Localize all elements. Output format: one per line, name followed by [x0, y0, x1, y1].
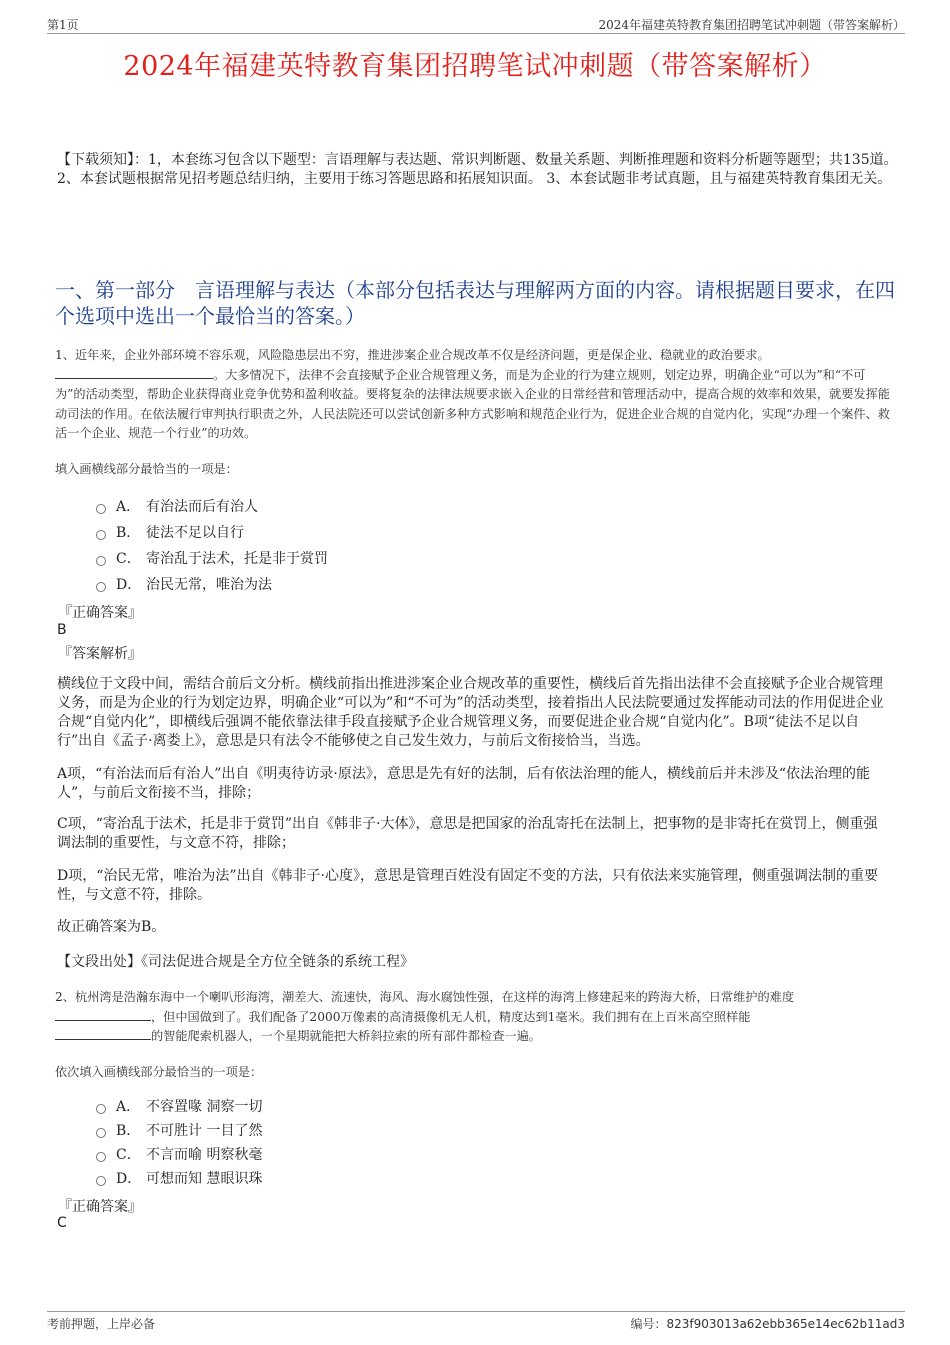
radio-icon[interactable]: [96, 1104, 106, 1114]
footer-slogan: 考前押题，上岸必备: [47, 1317, 156, 1331]
question-2-text-c: 的智能爬索机器人，一个星期就能把大桥斜拉索的所有部件都检查一遍。: [151, 1029, 541, 1043]
question-1-option-d[interactable]: D． 治民无常，唯治为法: [96, 571, 328, 597]
page-header: [47, 14, 905, 34]
question-2-blank-1: [55, 1009, 151, 1021]
question-1-source: 【文段出处】《司法促进合规是全方位全链条的系统工程》: [57, 954, 414, 970]
question-2-blank-2: [55, 1028, 151, 1040]
question-2-prompt: 依次填入画横线部分最恰当的一项是：: [55, 1065, 263, 1079]
question-2-stem: [55, 988, 895, 1047]
question-2-option-b[interactable]: B． 不可胜计 一目了然: [96, 1118, 262, 1142]
radio-icon[interactable]: [96, 582, 106, 592]
question-2-option-d[interactable]: D． 可想而知 慧眼识珠: [96, 1166, 262, 1190]
document-title: 2024年福建英特教育集团招聘笔试冲刺题（带答案解析）: [123, 51, 827, 82]
page-footer: [47, 1311, 905, 1331]
question-1-analysis-conclusion: 故正确答案为B。: [57, 919, 166, 935]
footer-code: 编号：823f903013a62ebb365e14ec62b11ad3: [630, 1317, 905, 1331]
question-1-blank: [55, 367, 213, 379]
question-1-options: [96, 493, 328, 597]
question-2-option-a[interactable]: A． 不容置喙 洞察一切: [96, 1094, 262, 1118]
radio-icon[interactable]: [96, 1176, 106, 1186]
question-1-option-c[interactable]: C． 寄治乱于法术，托是非于赏罚: [96, 545, 328, 571]
question-2-text-b: ，但中国做到了。我们配备了2000万像素的高清摄像机无人机，精度达到1毫米。我们拥有在上百米高空照样能: [151, 1009, 751, 1024]
question-1-answer-label: 『正确答案』: [58, 605, 142, 621]
radio-icon[interactable]: [96, 1128, 106, 1138]
radio-icon[interactable]: [96, 556, 106, 566]
radio-icon[interactable]: [96, 1152, 106, 1162]
question-1-analysis-label: 『答案解析』: [58, 646, 142, 662]
radio-icon[interactable]: [96, 504, 106, 514]
question-1-text-before: 1、近年来，企业外部环境不容乐观，风险隐患层出不穷，推进涉案企业合规改革不仅是经济问题，更是保企业、稳就业的政治要求。: [55, 348, 770, 362]
question-1-analysis-p3: C项，“寄治乱于法术，托是非于赏罚”出自《韩非子·大体》，意思是把国家的治乱寄托在法制上，把事物的是非寄托在赏罚上，侧重强调法制的重要性，与文意不符，排除；: [57, 816, 878, 851]
header-doc-title: 2024年福建英特教育集团招聘笔试冲刺题（带答案解析）: [598, 18, 905, 32]
question-1-option-a[interactable]: A． 有治法而后有治人: [96, 493, 328, 519]
question-1-analysis-p2: A项，“有治法而后有治人”出自《明夷待访录·原法》，意思是先有好的法制，后有依法治理的能人，横线前后并未涉及“依法治理的能人”，与前后文衔接不当，排除；: [57, 766, 871, 801]
question-1-answer: B: [57, 622, 67, 638]
question-2-answer-label: 『正确答案』: [58, 1199, 142, 1215]
radio-icon[interactable]: [96, 530, 106, 540]
question-2-answer: C: [57, 1215, 67, 1231]
question-1-prompt: 填入画横线部分最恰当的一项是：: [55, 462, 238, 476]
question-2-text-a: 2、杭州湾是浩瀚东海中一个喇叭形海湾，潮差大、流速快，海风、海水腐蚀性强，在这样的海湾上修建起来的跨海大桥，日常维护的难度: [55, 990, 795, 1004]
question-2-options: [96, 1094, 262, 1190]
section-heading: 一、第一部分 言语理解与表达（本部分包括表达与理解两方面的内容。请根据题目要求，在四个选项中选出一个最恰当的答案。）: [55, 278, 895, 328]
page-number: 第1页: [47, 18, 79, 32]
download-notice: 【下载须知】：1，本套练习包含以下题型：言语理解与表达题、常识判断题、数量关系题、判断推理题和资料分析题等题型；共135道。 2、本套试题根据常见招考题总结归纳，主要用于练习答题思路和拓展知识面。 3、本套试题非考试真题，且与福建英特教育集团无关。: [57, 152, 898, 187]
question-1-analysis-p1: 横线位于文段中间，需结合前后文分析。横线前指出推进涉案企业合规改革的重要性，横线后首先指出法律不会直接赋予企业合规管理义务，而是为企业的行为划定边界，明确企业“可以为”和“不可为”的活动类型，接着指出人民法院要通过发挥能动司法的作用促进企业合规“自觉内化”，即横线后强调不能依靠法律手段直接赋予企业合规管理义务，而要促进企业合规“自觉内化”。B项“徒法不足以自行”出自《孟子·离娄上》，意思是只有法令不能够使之自己发生效力，与前后文衔接恰当，当选。: [57, 676, 884, 749]
question-1-text-after: 。大多情况下，法律不会直接赋予企业合规管理义务，而是为企业的行为建立规则，划定边界，明确企业“可以为”和“不可为”的活动类型，帮助企业获得商业竞争优势和盈利收益。要将复杂的法律法规要求嵌入企业的日常经营和管理活动中，提高合规的效率和效果，就要发挥能动司法的作用。在依法履行审判执行职责之外，人民法院还可以尝试创新多种方式影响和规范企业行为，促进企业合规的自觉内化，实现“办理一个案件、救活一个企业、规范一个行业”的功效。: [55, 367, 890, 440]
question-1-analysis-p4: D项，“治民无常，唯治为法”出自《韩非子·心度》，意思是管理百姓没有固定不变的方法，只有依法来实施管理，侧重强调法制的重要性，与文意不符，排除。: [57, 868, 878, 903]
question-1-stem: [55, 346, 895, 444]
question-2-option-c[interactable]: C． 不言而喻 明察秋毫: [96, 1142, 262, 1166]
question-1-option-b[interactable]: B． 徒法不足以自行: [96, 519, 328, 545]
